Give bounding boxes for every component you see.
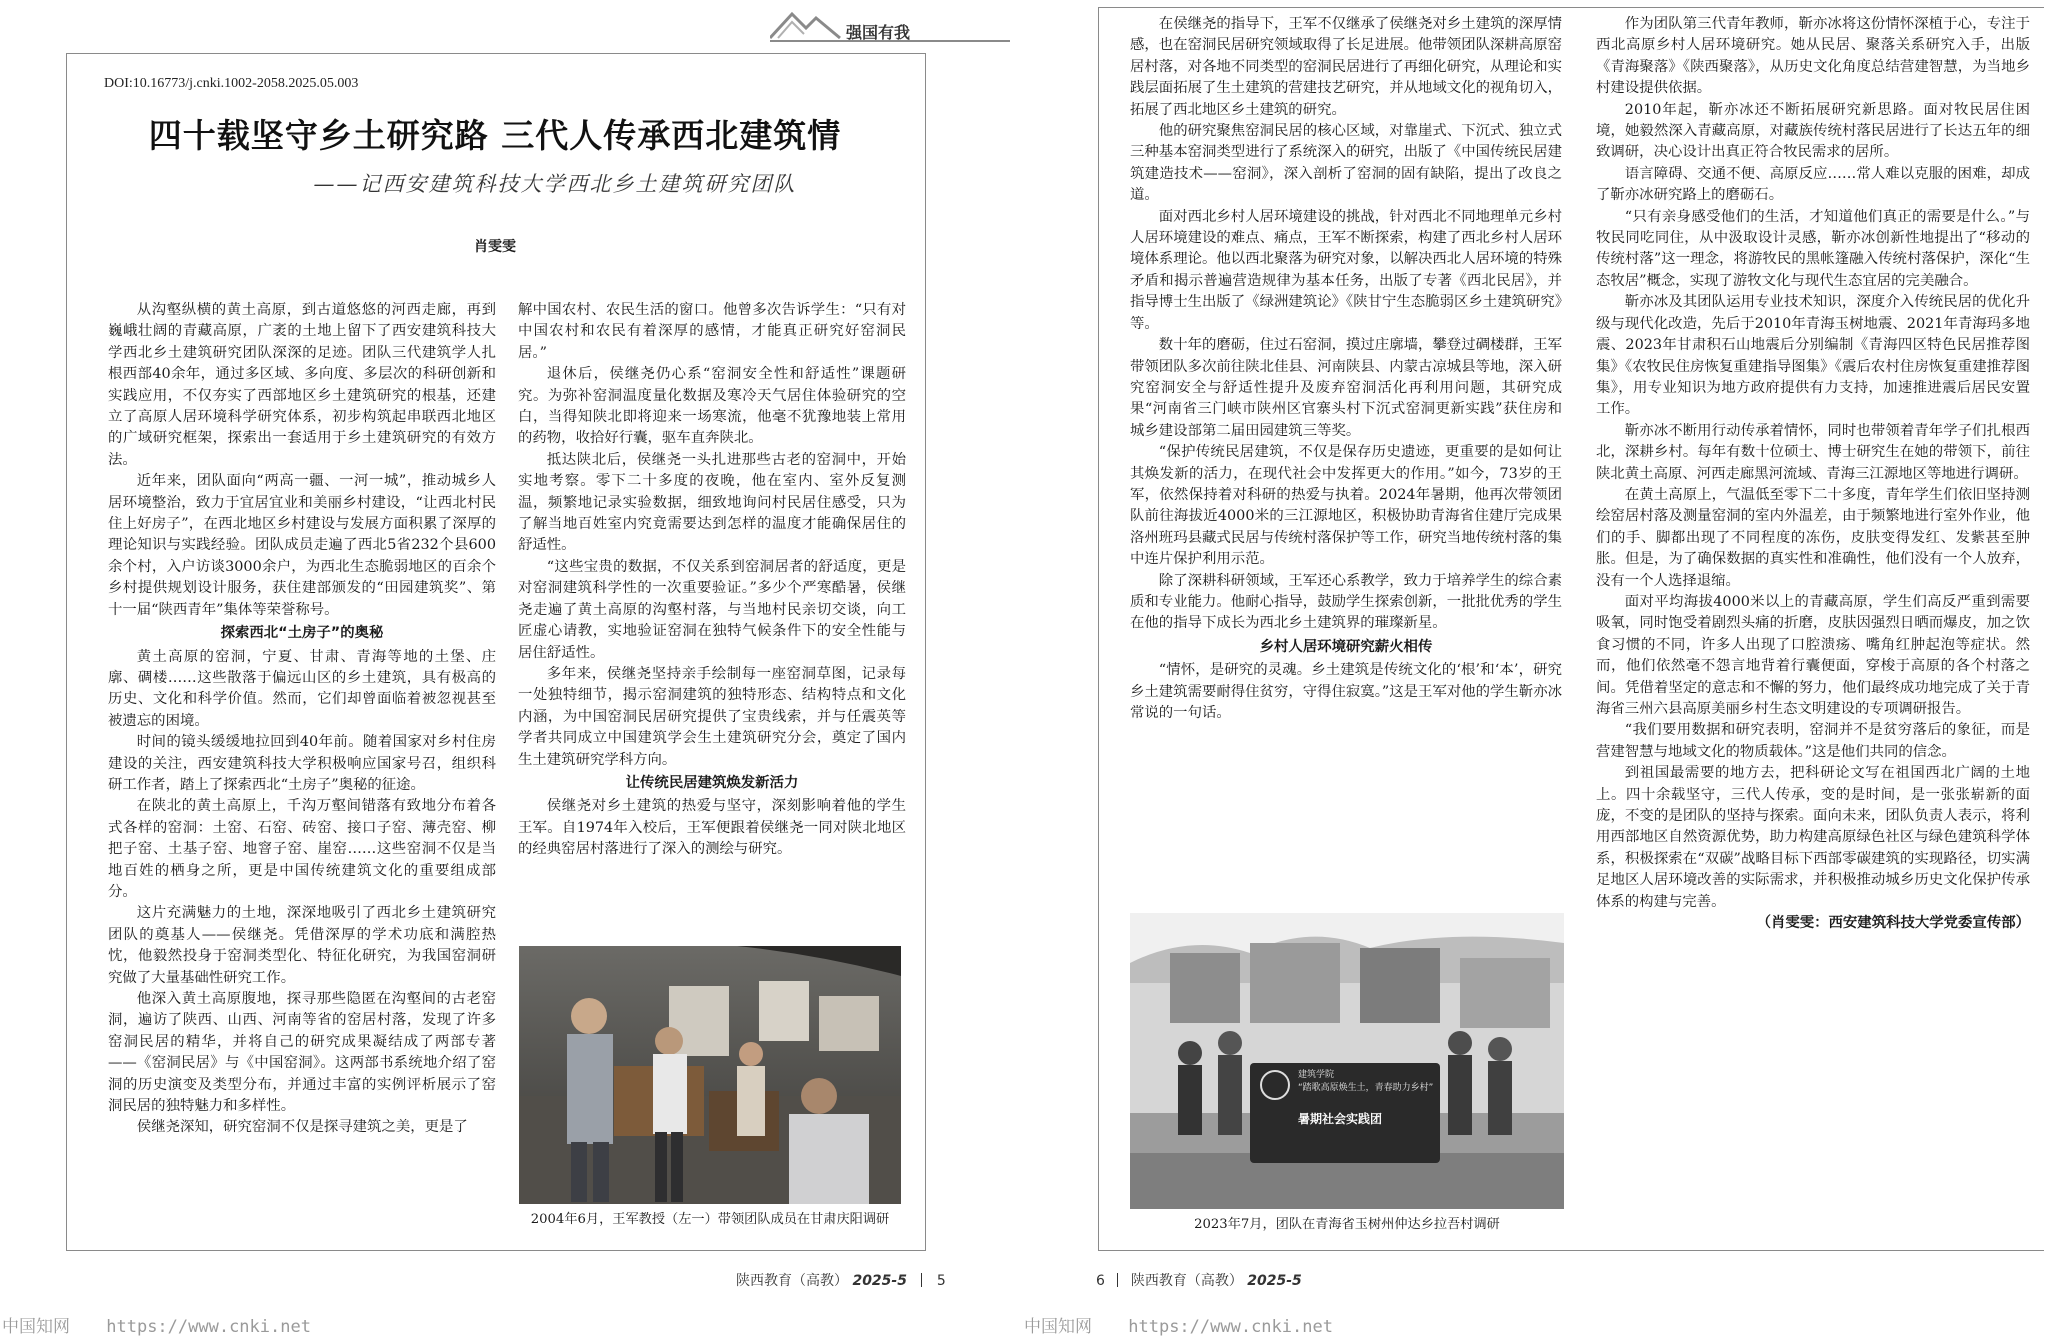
photo-2004-fieldwork [519, 946, 901, 1204]
banner-line: “踏歌高原焕生土，青春助力乡村” [1298, 1083, 1434, 1093]
paragraph: 除了深耕科研领域，王军还心系教学，致力于培养学生的综合素质和专业能力。他耐心指导，鼓励学生探索创新，一批批优秀的学生在他的指导下成长为西北乡土建筑界的璀璨新星。 [1130, 572, 1562, 632]
page-number: 5 [936, 1273, 946, 1289]
photo-image [519, 946, 901, 1204]
paragraph: 侯继尧对乡土建筑的热爱与坚守，深刻影响着他的学生王军。自1974年入校后，王军便跟着侯继尧一同对陕北地区的经典窑居村落进行了深入的测绘与研究。 [518, 798, 906, 858]
footer-right [1096, 1270, 1302, 1290]
paragraph: “这些宝贵的数据，不仅关系到窑洞居者的舒适度，更是对窑洞建筑科学性的一次重要验证。”多少个严寒酷暑，侯继尧走遍了黄土高原的沟壑村落，与当地村民亲切交谈，向工匠虚心请教，实地验证窑洞在独特气候条件下的安全性能与居住舒适性。 [518, 558, 906, 661]
paragraph: “只有亲身感受他们的生活，才知道他们真正的需要是什么。”与牧民同吃同住，从中汲取设计灵感，靳亦冰创新性地提出了“移动的传统村落”这一理念，将游牧民的黑帐篷融入传统村落保护，深化“生态牧居”概念，实现了游牧文化与现代生态宜居的完美融合。 [1596, 208, 2030, 289]
issue-year: 2025-5 [1247, 1273, 1302, 1289]
paragraph: 近年来，团队面向“两高一疆、一河一城”，推动城乡人居环境整治，致力于宜居宜业和美丽乡村建设，“让西北村民住上好房子”，在西北地区乡村建设与发展方面积累了深厚的理论知识与实践经验。团队成员走遍了西北5省232个县600余个村，入户访谈3000余户，为西北生态脆弱地区的百余个乡村提供规划设计服务，获住建部颁发的“田园建筑奖”、第十一届“陕西青年”集体等荣誉称号。 [108, 473, 496, 618]
paragraph: 语言障碍、交通不便、高原反应……常人难以克服的困难，却成了靳亦冰研究路上的磨砺石。 [1596, 165, 2030, 204]
photo-2023-fieldwork [1130, 913, 1564, 1209]
paragraph: 在侯继尧的指导下，王军不仅继承了侯继尧对乡土建筑的深厚情感，也在窑洞民居研究领域取得了长足进展。他带领团队深耕高原窑居村落，对各地不同类型的窑洞民居进行了再细化研究，从理论和实践层面拓展了生土建筑的营建技艺研究，并从地域文化的视角切入，拓展了西北地区乡土建筑的研究。 [1130, 16, 1562, 118]
watermark-url: https://www.cnki.net [1128, 1317, 1333, 1337]
paragraph: 时间的镜头缓缓地拉回到40年前。随着国家对乡村住房建设的关注，西安建筑科技大学积极响应国家号召，组织科研工作者，踏上了探索西北“土房子”奥秘的征途。 [108, 734, 496, 793]
paragraph: 他的研究聚焦窑洞民居的核心区域，对靠崖式、下沉式、独立式三种基本窑洞类型进行了系统深入的研究，出版了《中国传统民居建筑建造技术——窑洞》，深入剖析了窑洞的固有缺陷，提出了改良之道。 [1130, 123, 1562, 204]
paragraph: 在陕北的黄土高原上，千沟万壑间错落有致地分布着各式各样的窑洞：土窑、石窑、砖窑、接口子窑、薄壳窑、柳把子窑、土基子窑、地窨子窑、崖窑……这些窑洞不仅是当地百姓的栖身之所，更是中国传统建筑文化的重要组成部分。 [108, 798, 496, 900]
author-signature: （肖雯雯：西安建筑科技大学党委宣传部） [1756, 915, 2030, 932]
paragraph: 作为团队第三代青年教师，靳亦冰将这份情怀深植于心，专注于西北高原乡村人居环境研究。她从民居、聚落关系研究入手，出版《青海聚落》《陕西聚落》，从历史文化角度总结营建智慧，为当地乡村建设提供依据。 [1596, 16, 2030, 97]
banner-line: 建筑学院 [1298, 1070, 1335, 1080]
paragraph: 到祖国最需要的地方去，把科研论文写在祖国西北广阔的土地上。四十余载坚守，三代人传承，变的是时间，是一张张崭新的面庞，不变的是团队的坚持与探索。面向未来，团队负责人表示，将利用西部地区自然资源优势，助力构建高原绿色社区与绿色建筑科学体系，积极探索在“双碳”战略目标下西部零碳建筑的实现路径，切实满足地区人居环境改善的实际需求，并积极推动城乡历史文化保护传承体系的构建与完善。 [1596, 765, 2030, 910]
banner-text [1298, 1069, 1436, 1126]
paragraph: 这片充满魅力的土地，深深地吸引了西北乡土建筑研究团队的奠基人——侯继尧。凭借深厚的学术功底和满腔热忱，他毅然投身于窑洞类型化、特征化研究，为我国窑洞研究做了大量基础性研究工作。 [108, 905, 496, 986]
paragraph: 靳亦冰不断用行动传承着情怀，同时也带领着青年学子们扎根西北，深耕乡村。每年有数十位硕士、博士研究生在她的带领下，前往陕北黄土高原、河西走廊黑河流域、青海三江源地区等地进行调研。 [1596, 422, 2030, 482]
photo-image [1130, 913, 1564, 1209]
paragraph: 数十年的磨砺，住过石窑洞，摸过庄廓墙，攀登过碉楼群，王军带领团队多次前往陕北佳县、河南陕县、内蒙古凉城县等地，深入研究窑洞安全与舒适性提升及废弃窑洞活化再利用问题，其研究成果“河南省三门峡市陕州区官寨头村下沉式窑洞更新实践”获住房和城乡建设部第二届田园建筑三等奖。 [1130, 337, 1562, 439]
footer-divider [921, 1273, 922, 1287]
column-title: 强国有我 [846, 23, 911, 42]
paragraph: 面对西北乡村人居环境建设的挑战，针对西北不同地理单元乡村人居环境建设的难点、痛点，王军不断探索，构建了西北乡村人居环境体系理论。他以西北聚落为研究对象，以解决西北人居环境的特殊矛盾和揭示普遍营造规律为基本任务，出版了专著《西北民居》，并指导博士生出版了《绿洲建筑论》《陕甘宁生态脆弱区乡土建筑研究》等。 [1130, 208, 1562, 332]
article-subtitle: ——记西安建筑科技大学西北乡土建筑研究团队 [313, 172, 797, 196]
section-heading: 让传统民居建筑焕发新活力 [625, 774, 799, 791]
header-mark [770, 8, 1010, 48]
photo-caption: 2004年6月，王军教授（左一）带领团队成员在甘肃庆阳调研 [530, 1212, 890, 1227]
paragraph: 黄土高原的窑洞，宁夏、甘肃、青海等地的土堡、庄廓、碉楼……这些散落于偏远山区的乡土建筑，具有极高的历史、文化和科学价值。然而，它们却曾面临着被忽视甚至被遗忘的困境。 [108, 648, 496, 729]
footer-left [736, 1270, 946, 1290]
paragraph: 抵达陕北后，侯继尧一头扎进那些古老的窑洞中，开始实地考察。零下二十多度的夜晚，他在室内、室外反复测温，频繁地记录实验数据，细致地询问村民居住感受，只为了解当地百姓室内究竟需要达到怎样的温度才能确保居住的舒适性。 [518, 451, 906, 554]
photo-caption: 2023年7月，团队在青海省玉树州仲达乡拉吾村调研 [1194, 1217, 1500, 1232]
author: 肖雯雯 [474, 239, 516, 255]
paragraph: 多年来，侯继尧坚持亲手绘制每一座窑洞草图，记录每一处独特细节，揭示窑洞建筑的独特形态、结构特点和文化内涵，为中国窑洞民居研究提供了宝贵线索，并与任震英等学者共同成立中国建筑学会生土建筑研究分会，奠定了国内生土建筑研究学科方向。 [518, 665, 906, 768]
left-column-1 [108, 300, 496, 1139]
right-column-1 [1130, 14, 1562, 724]
paragraph: 2010年起，靳亦冰还不断拓展研究新思路。面对牧民居住困境，她毅然深入青藏高原，对藏族传统村落民居进行了长达五年的细致调研，决心设计出真正符合牧民需求的居所。 [1596, 101, 2030, 161]
watermark-right [1024, 1312, 1333, 1337]
paragraph: 靳亦冰及其团队运用专业技术知识，深度介入传统民居的优化升级与现代化改造，先后于2010年青海玉树地震、2021年青海玛多地震、2023年甘肃积石山地震后分别编制《青海四区特色民居推荐图集》《农牧民住房恢复重建指导图集》《震后农村住房恢复重建推荐图集》，用专业知识为地方政府提供有力支持，加速推进震后居民安置工作。 [1596, 294, 2030, 418]
left-column-2 [518, 300, 906, 861]
paragraph: 在黄土高原上，气温低至零下二十多度，青年学生们依旧坚持测绘窑居村落及测量窑洞的室内外温差，由于频繁地进行室外作业，他们的手、脚都出现了不同程度的冻伤，皮肤变得发红、发紫甚至肿胀。但是，为了确保数据的真实性和准确性，他们没有一个人放弃，没有一个人选择退缩。 [1596, 486, 2030, 589]
paragraph: 解中国农村、农民生活的窗口。他曾多次告诉学生：“只有对中国农村和农民有着深厚的感情，才能真正研究好窑洞民居。” [518, 302, 906, 361]
right-page [1024, 0, 2048, 1337]
paragraph: 退休后，侯继尧仍心系“窑洞安全性和舒适性”课题研究。为弥补窑洞温度量化数据及寒冷天气居住体验研究的空白，当得知陕北即将迎来一场寒流，他毫不犹豫地装上常用的药物，收拾好行囊，驱车直奔陕北。 [518, 366, 906, 447]
banner-line: 暑期社会实践团 [1298, 1112, 1383, 1126]
watermark-site: 中国知网 [1024, 1317, 1092, 1337]
section-heading: 乡村人居环境研究薪火相传 [1259, 638, 1433, 655]
watermark-url: https://www.cnki.net [106, 1317, 311, 1337]
section-heading: 探索西北“土房子”的奥秘 [220, 625, 384, 642]
paragraph: 从沟壑纵横的黄土高原，到古道悠悠的河西走廊，再到巍峨壮阔的青藏高原，广袤的土地上留下了西安建筑科技大学西北乡土建筑研究团队深深的足迹。团队三代建筑学人扎根西部40余年，通过多区域、多向度、多层次的科研创新和实践应用，不仅夯实了西部地区乡土建筑研究的根基，还建立了高原人居环境科学研究体系，初步构筑起串联西北地区的广域研究框架，探索出一套适用于乡土建筑研究的有效方法。 [108, 302, 496, 468]
journal-name: 陕西教育（高教） [736, 1273, 848, 1289]
footer-divider [1117, 1273, 1118, 1287]
watermark-left [2, 1312, 311, 1337]
doi: DOI:10.16773/j.cnki.1002-2058.2025.05.003 [104, 76, 359, 91]
article-title: 四十载坚守乡土研究路 三代人传承西北建筑情 [148, 116, 842, 155]
paragraph: “保护传统民居建筑，不仅是保存历史遗迹，更重要的是如何让其焕发新的活力，在现代社会中发挥更大的作用。”如今，73岁的王军，依然保持着对科研的热爱与执着。2024年暑期，他再次带领团队前往海拔近4000米的三江源地区，积极协助青海省住建厅完成果洛州班玛县藏式民居与传统村落保护等工作，研究当地传统村落的集中连片保护利用示范。 [1130, 444, 1562, 568]
right-column-2 [1596, 14, 2030, 934]
paragraph: “情怀，是研究的灵魂。乡土建筑是传统文化的‘根’和‘本’，研究乡土建筑需要耐得住贫穷，守得住寂寞。”这是王军对他的学生靳亦冰常说的一句话。 [1130, 662, 1562, 721]
paragraph: “我们要用数据和研究表明，窑洞并不是贫穷落后的象征，而是营建智慧与地域文化的物质载体。”这是他们共同的信念。 [1596, 722, 2030, 760]
paragraph: 侯继尧深知，研究窑洞不仅是探寻建筑之美，更是了 [136, 1119, 468, 1136]
paragraph: 他深入黄土高原腹地，探寻那些隐匿在沟壑间的古老窑洞，遍访了陕西、山西、河南等省的窑居村落，发现了许多窑洞民居的精华，并将自己的研究成果凝结成了两部专著——《窑洞民居》与《中国窑洞》。这两部书系统地介绍了窑洞的历史演变及类型分布，并通过丰富的实例评析展示了窑洞民居的独特魅力和多样性。 [108, 991, 496, 1115]
issue-year: 2025-5 [852, 1273, 907, 1289]
page-number: 6 [1096, 1273, 1105, 1289]
journal-name: 陕西教育（高教） [1130, 1273, 1243, 1289]
paragraph: 面对平均海拔4000米以上的青藏高原，学生们高反严重到需要吸氧，同时饱受着剧烈头痛的折磨，皮肤因强烈日晒而爆皮，加之饮食习惯的不同，许多人出现了口腔溃疡、嘴角红肿起泡等症状。然而，他们依然毫不怨言地背着行囊便面，穿梭于高原的各个村落之间。凭借着坚定的意志和不懈的努力，他们最终成功地完成了关于青海省三州六县高原美丽乡村生态文明建设的专项调研报告。 [1596, 593, 2030, 717]
watermark-site: 中国知网 [2, 1317, 70, 1337]
